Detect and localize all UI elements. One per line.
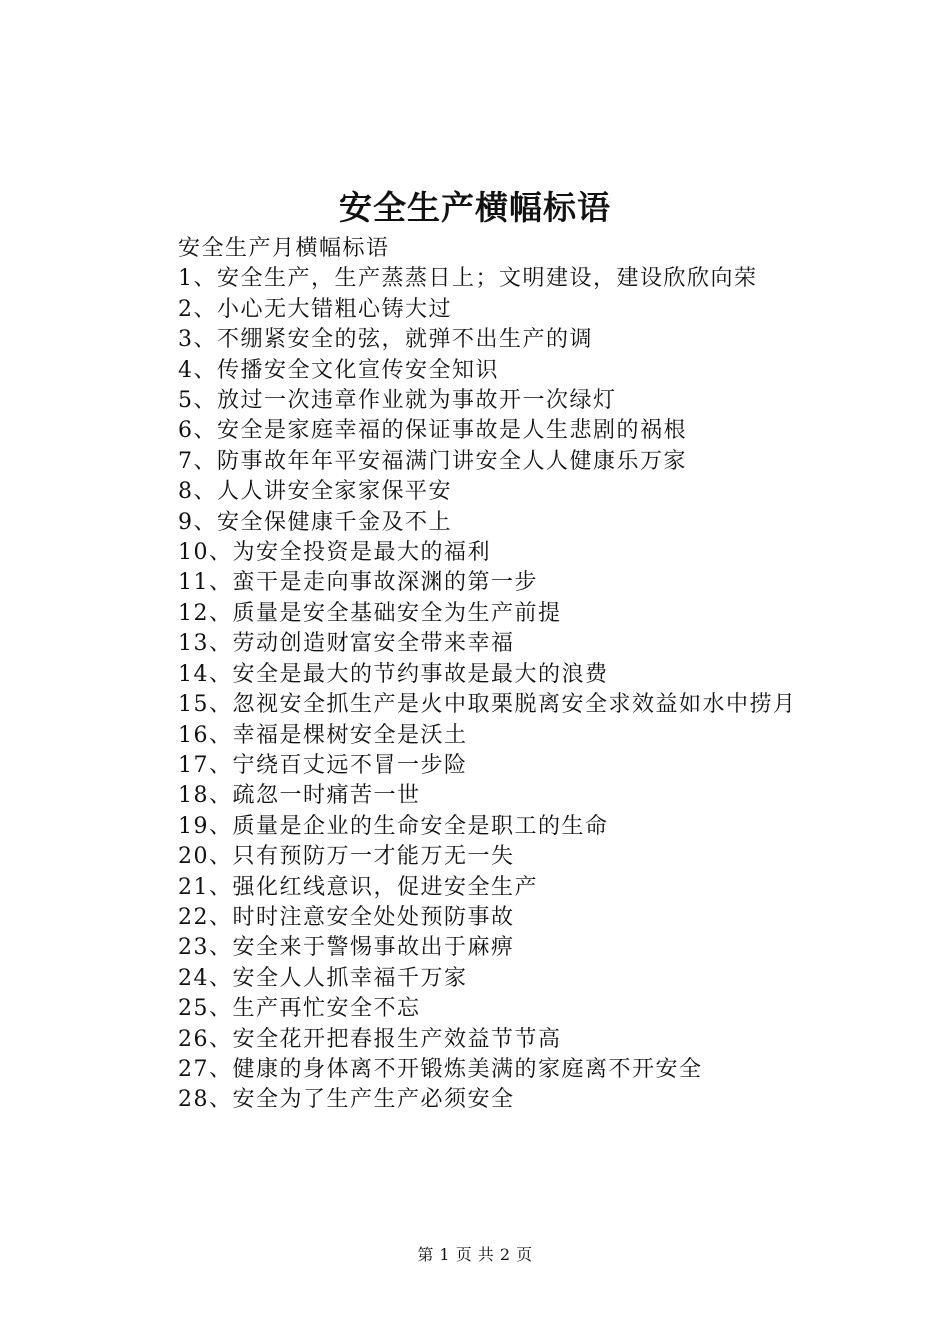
slogan-item: 1、安全生产，生产蒸蒸日上；文明建设，建设欣欣向荣 bbox=[178, 266, 758, 292]
slogan-item: 21、强化红线意识，促进安全生产 bbox=[178, 874, 538, 900]
slogan-item: 2、小心无大错粗心铸大过 bbox=[178, 296, 452, 322]
slogan-item: 26、安全花开把春报生产效益节节高 bbox=[178, 1026, 562, 1052]
slogan-item: 3、不绷紧安全的弦，就弹不出生产的调 bbox=[178, 327, 593, 353]
slogan-item: 4、传播安全文化宣传安全知识 bbox=[178, 357, 499, 383]
slogan-item: 18、疏忽一时痛苦一世 bbox=[178, 783, 421, 809]
slogan-item: 11、蛮干是走向事故深渊的第一步 bbox=[178, 570, 538, 596]
slogan-item: 6、安全是家庭幸福的保证事故是人生悲剧的祸根 bbox=[178, 418, 687, 444]
slogan-item: 27、健康的身体离不开锻炼美满的家庭离不开安全 bbox=[178, 1056, 703, 1082]
slogan-item: 24、安全人人抓幸福千万家 bbox=[178, 965, 468, 991]
slogan-item: 14、安全是最大的节约事故是最大的浪费 bbox=[178, 661, 609, 687]
subtitle: 安全生产月横幅标语 bbox=[178, 236, 390, 261]
slogan-item: 7、防事故年年平安福满门讲安全人人健康乐万家 bbox=[178, 448, 687, 474]
document-title: 安全生产横幅标语 bbox=[339, 188, 611, 227]
slogan-item: 16、幸福是棵树安全是沃土 bbox=[178, 722, 468, 748]
slogan-item: 5、放过一次违章作业就为事故开一次绿灯 bbox=[178, 388, 617, 414]
document-body bbox=[130, 234, 835, 1116]
slogan-item: 23、安全来于警惕事故出于麻痹 bbox=[178, 935, 515, 961]
slogan-item: 19、质量是企业的生命安全是职工的生命 bbox=[178, 813, 609, 839]
slogan-item: 9、安全保健康千金及不上 bbox=[178, 509, 452, 535]
slogan-item: 10、为安全投资是最大的福利 bbox=[178, 540, 491, 566]
slogan-item: 28、安全为了生产生产必须安全 bbox=[178, 1087, 515, 1113]
slogan-item: 8、人人讲安全家家保平安 bbox=[178, 479, 452, 505]
slogan-item: 12、质量是安全基础安全为生产前提 bbox=[178, 600, 562, 626]
slogan-item: 25、生产再忙安全不忘 bbox=[178, 996, 421, 1022]
slogan-item: 13、劳动创造财富安全带来幸福 bbox=[178, 631, 515, 657]
slogan-item: 15、忽视安全抓生产是火中取栗脱离安全求效益如水中捞月 bbox=[178, 692, 797, 718]
slogan-item: 17、宁绕百丈远不冒一步险 bbox=[178, 752, 468, 778]
slogan-item: 20、只有预防万一才能万无一失 bbox=[178, 844, 515, 870]
slogan-item: 22、时时注意安全处处预防事故 bbox=[178, 904, 515, 930]
page-number-footer: 第 1 页 共 2 页 bbox=[417, 1245, 533, 1264]
